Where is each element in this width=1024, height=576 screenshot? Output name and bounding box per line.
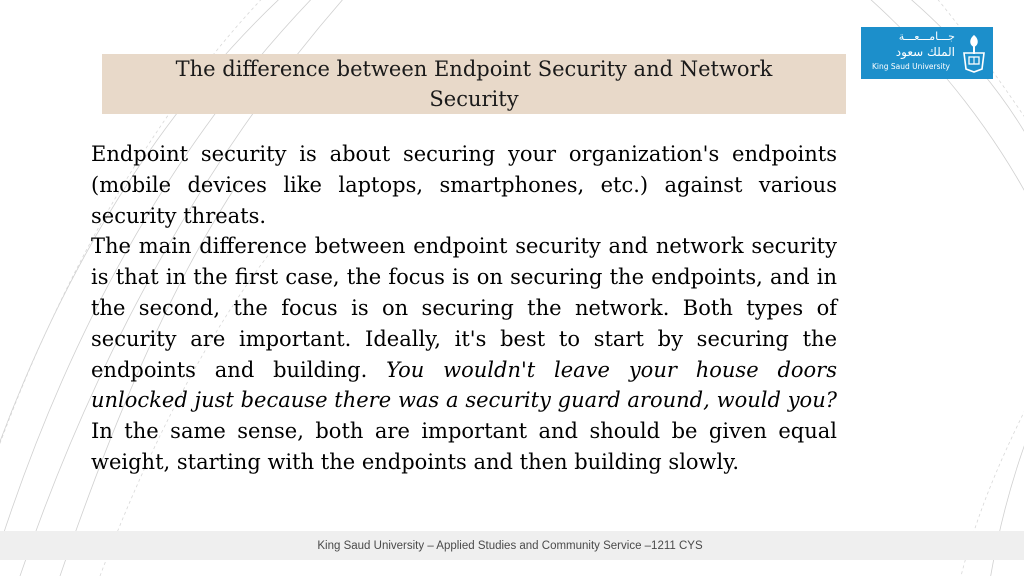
body-paragraph-2 — [91, 231, 837, 477]
logo-arabic-line-1: جـــامـــعـــة — [898, 30, 955, 43]
paragraph-2-text-start: The main difference between endpoint security and network security is that in the first case, the focus is on securing the endpoints, and in the second, the focus is on securing the network. Both types of security are important. Ideally, it's best to start by securing the endpoints and building. — [91, 234, 837, 382]
university-emblem-icon — [961, 33, 987, 73]
footer-text: King Saud University – Applied Studies and Community Service –1211 CYS — [317, 539, 703, 552]
logo-arabic-line-2: الملك سعود — [895, 45, 955, 59]
slide-footer — [0, 531, 1024, 560]
king-saud-university-logo — [861, 27, 993, 79]
paragraph-2-text-end: In the same sense, both are important and should be given equal weight, starting with the endpoints and then building slowly. — [91, 419, 837, 474]
logo-english-name: King Saud University — [872, 62, 950, 71]
paragraph-2-italic-quote: You wouldn't leave your house doors unlocked just because there was a security guard around, would you? — [91, 357, 837, 413]
body-paragraph-1: Endpoint security is about securing your organization's endpoints (mobile devices like laptops, smartphones, etc.) against various security threats. — [91, 142, 837, 228]
slide-body — [91, 139, 837, 478]
slide-title-box — [102, 54, 846, 114]
slide-title: The difference between Endpoint Security and Network Security — [175, 57, 773, 111]
